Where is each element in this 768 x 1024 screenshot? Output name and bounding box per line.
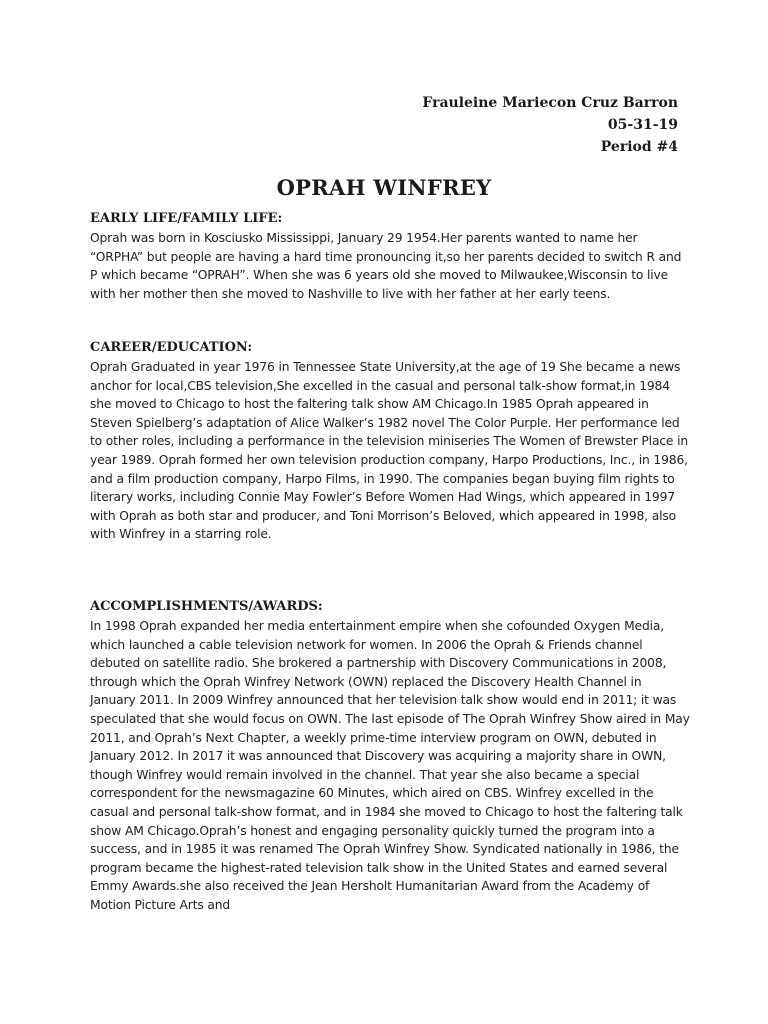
submission-date: 05-31-19 [607, 117, 678, 133]
section-heading: ACCOMPLISHMENTS/AWARDS: [90, 599, 323, 614]
author-header [422, 92, 678, 158]
section-paragraph: In 1998 Oprah expanded her media entertainment empire when she cofounded Oxygen Media, which launched a cable television network for women. In 2006 the Oprah & Friends channel debuted on satellite radio. She brokered a partnership with Discovery Communications in 2008, through which the Oprah Winfrey Network (OWN) replaced the Discovery Health Channel in January 2011. In 2009 Winfrey announced that her television talk show would end in 2011; it was speculated that she would focus on OWN. The last episode of The Oprah Winfrey Show aired in May 2011, and Oprah’s Next Chapter, a weekly prime-time interview program on OWN, debuted in January 2012. In 2017 it was announced that Discovery was acquiring a majority share in OWN, though Winfrey would remain involved in the channel. That year she also became a special correspondent for the newsmagazine 60 Minutes, which aired on CBS. Winfrey excelled in the casual and personal talk-show format, and in 1984 she moved to Chicago to host the faltering talk show AM Chicago.Oprah’s honest and engaging personality quickly turned the program into a success, and in 1985 it was renamed The Oprah Winfrey Show. Syndicated nationally in 1986, the program became the highest-rated television talk show in the United States and earned several Emmy Awards.she also received the Jean Hersholt Humanitarian Award from the Academy of Motion Picture Arts and [90, 619, 690, 912]
section-accomplishments-awards [90, 598, 690, 915]
section-early-life [90, 210, 690, 303]
section-heading: CAREER/EDUCATION: [90, 340, 253, 355]
document-title: OPRAH WINFREY [276, 175, 492, 200]
section-career-education [90, 339, 690, 544]
section-heading: EARLY LIFE/FAMILY LIFE: [90, 211, 283, 226]
section-paragraph: Oprah Graduated in year 1976 in Tennessee State University,at the age of 19 She became a news anchor for local,CBS television,She excelled in the casual and personal talk-show format,in 1984 she moved to Chicago to host the faltering talk show AM Chicago.In 1985 Oprah appeared in Steven Spielberg’s adaptation of Alice Walker’s 1982 novel The Color Purple. Her performance led to other roles, including a performance in the television miniseries The Women of Brewster Place in year 1989. Oprah formed her own television production company, Harpo Productions, Inc., in 1986, and a film production company, Harpo Films, in 1990. The companies began buying film rights to literary works, including Connie May Fowler’s Before Women Had Wings, which appeared in 1997 with Oprah as both star and producer, and Toni Morrison’s Beloved, which appeared in 1998, also with Winfrey in a starring role. [90, 360, 689, 542]
section-paragraph: Oprah was born in Kosciusko Mississippi, January 29 1954.Her parents wanted to name her “ORPHA” but people are having a hard time pronouncing it,so her parents decided to switch R and P which became “OPRAH”. When she was 6 years old she moved to Milwaukee,Wisconsin to live with her mother then she moved to Nashville to live with her father at her early teens. [90, 231, 682, 301]
class-period: Period #4 [600, 139, 678, 155]
author-name: Frauleine Mariecon Cruz Barron [422, 95, 678, 111]
